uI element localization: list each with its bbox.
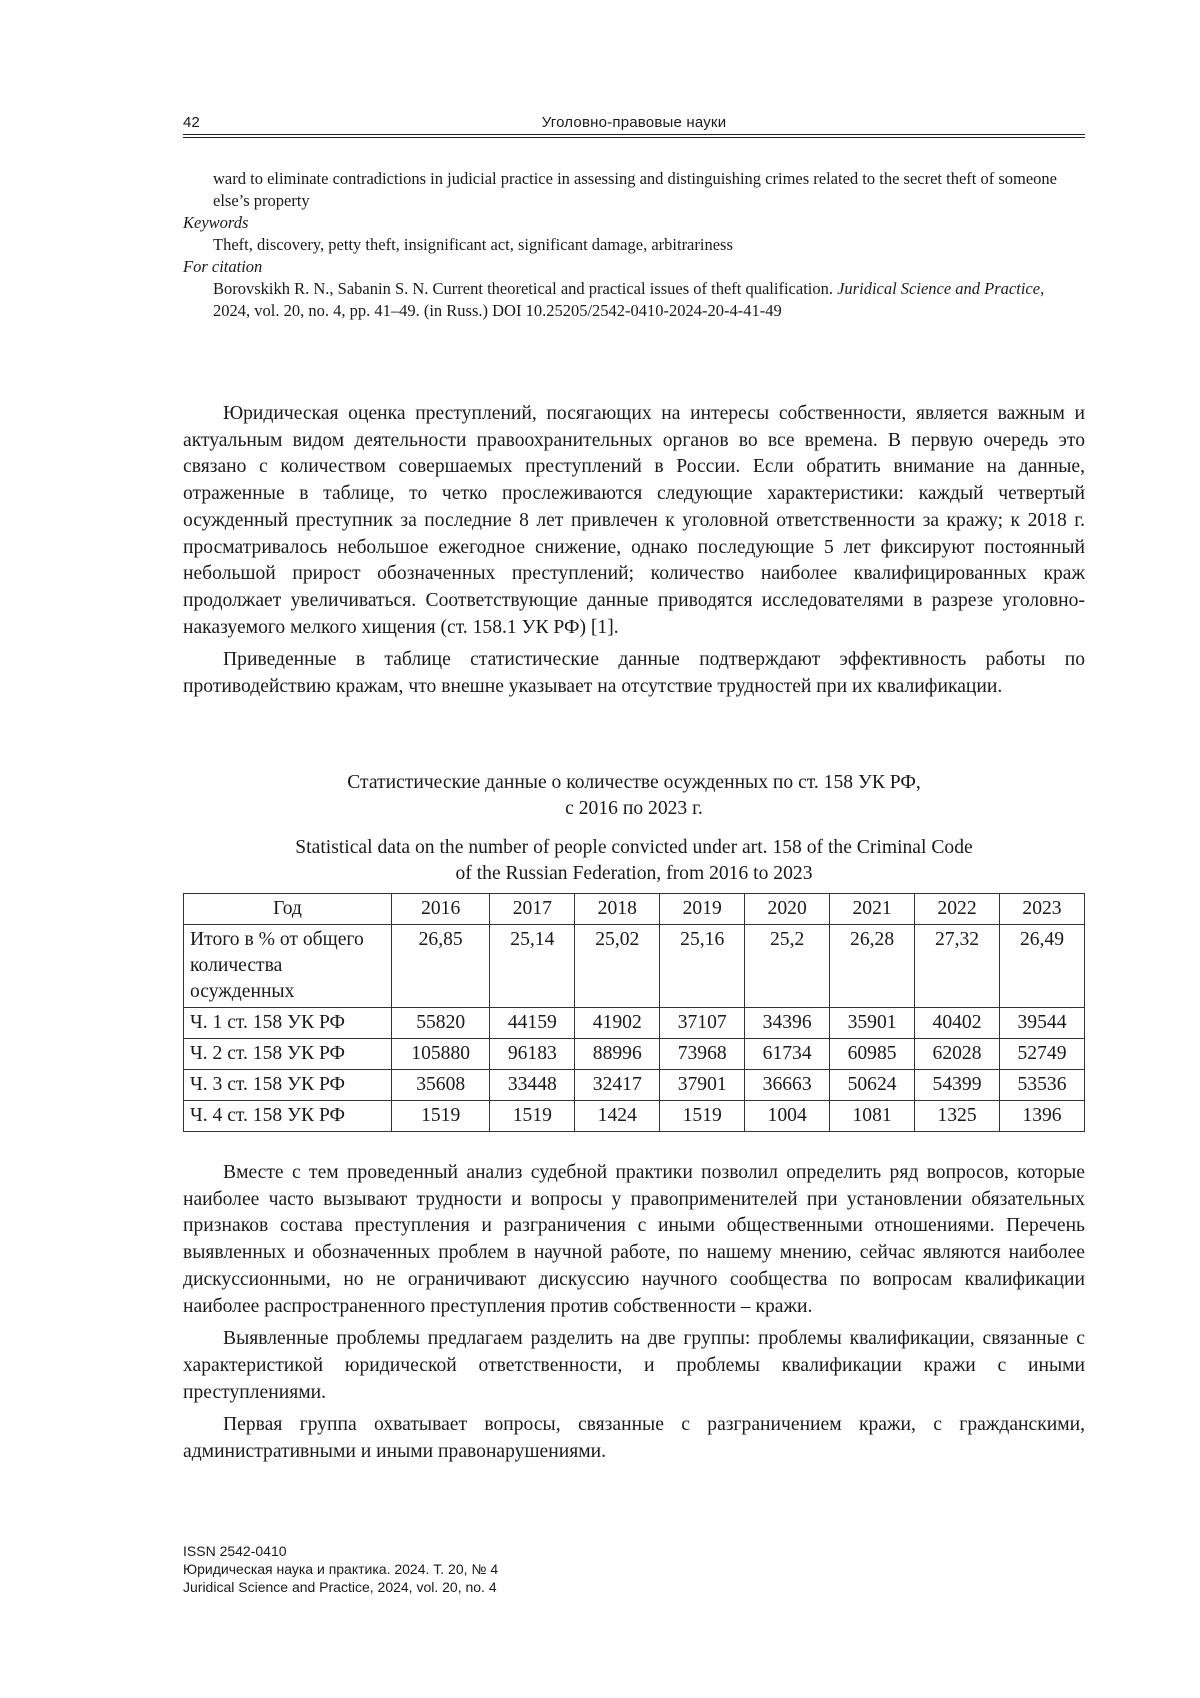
table-cell: 88996	[575, 1039, 660, 1070]
table-header-cell: 2017	[490, 894, 575, 925]
table-row	[184, 1101, 1085, 1132]
table-cell: 39544	[999, 1008, 1084, 1039]
table-header-cell: 2016	[392, 894, 490, 925]
table-cell: 54399	[915, 1070, 1000, 1101]
table-cell: 96183	[490, 1039, 575, 1070]
table-cell: 62028	[915, 1039, 1000, 1070]
table-row	[184, 925, 1085, 1008]
table-row-label: Ч. 2 ст. 158 УК РФ	[184, 1039, 392, 1070]
table-cell: 37107	[660, 1008, 745, 1039]
table-cell: 1519	[490, 1101, 575, 1132]
table-cell: 25,16	[660, 925, 745, 1008]
keywords-text: Theft, discovery, petty theft, insignificant act, significant damage, arbitrariness	[213, 235, 733, 254]
paragraph: Приведенные в таблице статистические данные подтверждают эффективность работы по противодействию кражам, что внешне указывает на отсутствие трудностей при их квалификации.	[183, 649, 1085, 698]
table-header-cell: 2018	[575, 894, 660, 925]
table-cell: 33448	[490, 1070, 575, 1101]
running-title: Уголовно-правовые науки	[541, 114, 727, 131]
body-text-bottom	[183, 1160, 1085, 1472]
table-cell: 105880	[392, 1039, 490, 1070]
table-cell: 25,2	[745, 925, 830, 1008]
table-cell: 35901	[830, 1008, 915, 1039]
table-cell: 1519	[392, 1101, 490, 1132]
citation-details: , 2024, vol. 20, no. 4, pp. 41–49. (in Russ.) DOI 10.25205/2542-0410-2024-20-4-41-49	[213, 279, 1045, 320]
table-header-cell: 2021	[830, 894, 915, 925]
table-caption-ru-line2: с 2016 по 2023 г.	[565, 798, 703, 819]
table-cell: 40402	[915, 1008, 1000, 1039]
body-text-top	[183, 401, 1085, 707]
table-header-cell: Год	[184, 894, 392, 925]
table-cell: 26,49	[999, 925, 1084, 1008]
citation-journal: Juridical Science and Practice	[837, 279, 1041, 298]
header-rule	[183, 134, 1085, 138]
paragraph: Первая группа охватывает вопросы, связанные с разграничением кражи, с гражданскими, административными и иными правонарушениями.	[183, 1414, 1085, 1463]
citation-text	[183, 278, 1085, 322]
footer-issn: ISSN 2542-0410	[183, 1543, 287, 1559]
table-caption-en-line1: Statistical data on the number of people convicted under art. 158 of the Criminal Code	[295, 837, 973, 858]
table-cell: 1081	[830, 1101, 915, 1132]
table-cell: 61734	[745, 1039, 830, 1070]
table-cell: 26,28	[830, 925, 915, 1008]
table-row-label: Ч. 1 ст. 158 УК РФ	[184, 1008, 392, 1039]
table-header-cell: 2020	[745, 894, 830, 925]
table-row	[184, 1039, 1085, 1070]
table-cell: 60985	[830, 1039, 915, 1070]
table-row-label: Итого в % от общего количества осужденных	[184, 925, 392, 1008]
citation-label: For citation	[183, 257, 263, 276]
table-row	[184, 1070, 1085, 1101]
table-cell: 25,14	[490, 925, 575, 1008]
table-caption-en	[183, 835, 1085, 887]
citation-authors: Borovskikh R. N., Sabanin S. N. Current theoretical and practical issues of theft qualification.	[213, 279, 833, 298]
table-header-cell: 2022	[915, 894, 1000, 925]
table-caption-en-line2: of the Russian Federation, from 2016 to 2023	[455, 863, 813, 884]
table-row-label: Ч. 4 ст. 158 УК РФ	[184, 1101, 392, 1132]
table-cell: 37901	[660, 1070, 745, 1101]
footer-journal-ru: Юридическая наука и практика. 2024. Т. 20, № 4	[183, 1561, 499, 1577]
table-cell: 32417	[575, 1070, 660, 1101]
footer-journal-en: Juridical Science and Practice, 2024, vol. 20, no. 4	[183, 1579, 497, 1595]
table-cell: 55820	[392, 1008, 490, 1039]
table-header-row	[184, 894, 1085, 925]
table-header-cell: 2023	[999, 894, 1084, 925]
page-footer	[183, 1542, 498, 1596]
table-cell: 25,02	[575, 925, 660, 1008]
table-cell: 41902	[575, 1008, 660, 1039]
table-caption-ru-line1: Статистические данные о количестве осужденных по ст. 158 УК РФ,	[347, 772, 921, 793]
table-cell: 1004	[745, 1101, 830, 1132]
table-cell: 27,32	[915, 925, 1000, 1008]
table-cell: 1519	[660, 1101, 745, 1132]
table-cell: 1424	[575, 1101, 660, 1132]
table-row	[184, 1008, 1085, 1039]
paragraph: Вместе с тем проведенный анализ судебной практики позволил определить ряд вопросов, которые наиболее часто вызывают трудности и вопросы у правоприменителей при установлении обязательных признаков состава преступления и разграничения с иными общественными отношениями. Перечень выявленных и обозначенных проблем в научной работе, по нашему мнению, сейчас являются наиболее дискуссионными, но не ограничивают дискуссию научного сообщества по вопросам квалификации наиболее распространенного преступления против собственности – кражи.	[183, 1162, 1085, 1317]
table-row-label: Ч. 3 ст. 158 УК РФ	[184, 1070, 392, 1101]
table-cell: 1396	[999, 1101, 1084, 1132]
table-caption-ru	[183, 770, 1085, 822]
table-cell: 53536	[999, 1070, 1084, 1101]
table-cell: 73968	[660, 1039, 745, 1070]
page-number: 42	[183, 114, 200, 131]
table-cell: 44159	[490, 1008, 575, 1039]
keywords-label: Keywords	[183, 213, 249, 232]
table-cell: 26,85	[392, 925, 490, 1008]
abstract-meta	[183, 168, 1085, 322]
table-cell: 1325	[915, 1101, 1000, 1132]
statistics-table	[183, 893, 1085, 1132]
paragraph: Юридическая оценка преступлений, посягающих на интересы собственности, является важным и актуальным видом деятельности правоохранительных органов во все времена. В первую очередь это связано с количеством совершаемых преступлений в России. Если обратить внимание на данные, отраженные в таблице, то четко прослеживаются следующие характеристики: каждый четвертый осужденный преступник за последние 8 лет привлечен к уголовной ответственности за кражу; к 2018 г. просматривалось небольшое ежегодное снижение, однако последующие 5 лет фиксируют постоянный небольшой прирост обозначенных преступлений; количество наиболее квалифицированных краж продолжает увеличиваться. Соответствующие данные приводятся исследователями в разрезе уголовно-наказуемого мелкого хищения (ст. 158.1 УК РФ) [1].	[183, 403, 1085, 638]
table-cell: 35608	[392, 1070, 490, 1101]
table-cell: 36663	[745, 1070, 830, 1101]
abstract-tail: ward to eliminate contradictions in judicial practice in assessing and distinguishing crimes related to the secret theft of someone else’s property	[213, 169, 1058, 210]
table-cell: 52749	[999, 1039, 1084, 1070]
paragraph: Выявленные проблемы предлагаем разделить на две группы: проблемы квалификации, связанные с характеристикой юридической ответственности, и проблемы квалификации кражи с иными преступлениями.	[183, 1328, 1085, 1403]
table-cell: 50624	[830, 1070, 915, 1101]
table-cell: 34396	[745, 1008, 830, 1039]
table-header-cell: 2019	[660, 894, 745, 925]
